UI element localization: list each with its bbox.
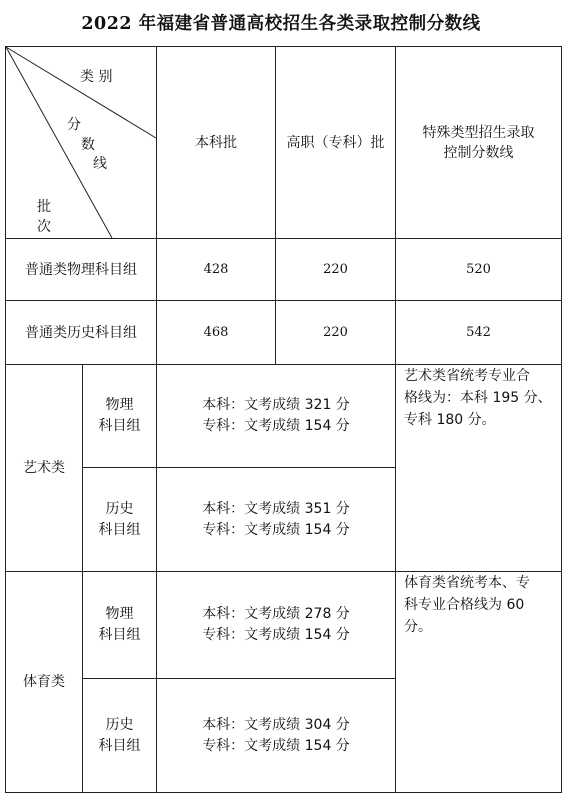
art-physics-subject	[83, 365, 156, 467]
note-line: 体育类省统考本、专	[404, 575, 530, 591]
row-label-physics: 普通类物理科目组	[25, 261, 137, 278]
score-line: 专科：文考成绩 154 分	[202, 627, 350, 643]
corner-batch-label: 批	[37, 199, 51, 215]
score-special-physics: 520	[466, 261, 491, 277]
header-special-line: 控制分数线	[443, 144, 514, 161]
score-line: 本科：文考成绩 321 分	[202, 397, 350, 413]
art-label: 艺术类	[23, 460, 65, 476]
corner-score-label: 分	[67, 117, 81, 133]
sports-label: 体育类	[23, 674, 65, 690]
subject-line: 历史	[105, 716, 134, 733]
sports-history-scores	[157, 679, 395, 792]
score-line: 本科：文考成绩 278 分	[202, 606, 350, 622]
corner-score-label: 数	[81, 137, 95, 153]
score-line: 专科：文考成绩 154 分	[202, 737, 350, 754]
subject-line: 科目组	[98, 521, 141, 538]
art-physics-scores	[157, 365, 395, 467]
score-special-history: 542	[466, 324, 491, 340]
note-line: 艺术类省统考专业合	[404, 368, 530, 384]
subject-line: 科目组	[98, 418, 141, 434]
subject-line: 物理	[105, 397, 134, 413]
header-undergrad: 本科批	[195, 134, 237, 151]
header-vocational: 高职（专科）批	[286, 134, 385, 151]
art-history-subject	[83, 468, 156, 571]
score-vocational-physics: 220	[323, 261, 348, 277]
note-line: 科专业合格线为 60	[404, 597, 525, 613]
subject-line: 历史	[105, 500, 134, 517]
page-title: 2022 年福建省普通高校招生各类录取控制分数线	[81, 14, 481, 34]
corner-batch-label: 次	[37, 219, 51, 235]
subject-line: 科目组	[98, 627, 141, 643]
note-line: 格线为：本科 195 分、	[404, 390, 552, 406]
subject-line: 物理	[105, 606, 134, 622]
subject-line: 科目组	[98, 737, 141, 754]
score-undergrad-history: 468	[203, 324, 229, 340]
sports-physics-subject	[83, 572, 156, 678]
corner-category-label: 类 别	[80, 69, 113, 85]
art-note	[404, 365, 556, 571]
sports-history-subject	[83, 679, 156, 792]
header-special	[396, 47, 561, 238]
score-line: 专科：文考成绩 154 分	[202, 521, 350, 538]
header-special-line: 特殊类型招生录取	[422, 124, 535, 141]
art-history-scores	[157, 468, 395, 571]
score-line: 本科：文考成绩 304 分	[202, 716, 350, 733]
score-line: 本科：文考成绩 351 分	[202, 500, 350, 517]
note-line: 专科 180 分。	[404, 412, 496, 428]
score-line: 专科：文考成绩 154 分	[202, 418, 350, 434]
score-undergrad-physics: 428	[203, 261, 229, 277]
note-line: 分。	[404, 619, 432, 635]
sports-physics-scores	[157, 572, 395, 678]
sports-note	[404, 572, 556, 792]
row-label-history: 普通类历史科目组	[25, 324, 137, 341]
corner-score-label: 线	[93, 156, 107, 172]
corner-diagonal	[6, 47, 156, 138]
score-vocational-history: 220	[323, 324, 348, 340]
